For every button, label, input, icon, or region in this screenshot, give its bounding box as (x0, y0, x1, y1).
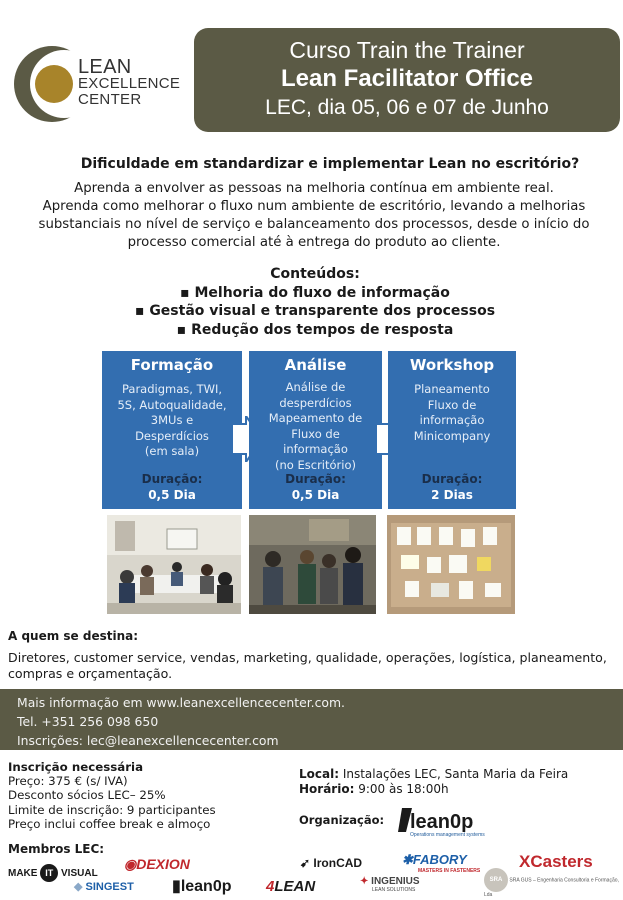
registration-line: Desconto sócios LEC– 25% (8, 788, 166, 803)
time-label: Horário: (299, 781, 355, 796)
ingenius-wordmark: INGENIUS (371, 876, 420, 887)
location-info (299, 767, 568, 796)
makeit-badge: IT (40, 864, 58, 882)
registration-line: Limite de inscrição: 9 participantes (8, 802, 216, 817)
registration-line: Preço inclui coffee break e almoço (8, 816, 211, 831)
phase-line: Fluxo de (291, 426, 340, 441)
phase-description (388, 382, 516, 444)
phase-line: Análise de (285, 380, 346, 394)
phase-title: Workshop (409, 356, 495, 374)
duration-label: Duração: (421, 472, 483, 486)
dexion-mark-icon: ◉ (124, 856, 137, 872)
ingenius-tagline: LEAN SOLUTIONS (372, 887, 416, 893)
4lean-logo (266, 878, 315, 895)
singest-wordmark: SINGEST (85, 881, 134, 893)
intro-line: Aprenda como melhorar o fluxo num ambiente de escritório, levando a melhorias (42, 199, 586, 214)
course-dates: LEC, dia 05, 06 e 07 de Junho (265, 96, 549, 119)
duration-value: 0,5 Dia (148, 488, 196, 502)
duration-value: 0,5 Dia (291, 488, 340, 502)
phase-line: Minicompany (413, 428, 491, 443)
contents-item: ▪ Redução dos tempos de resposta (176, 321, 454, 338)
audience-heading: A quem se destina: (8, 629, 139, 643)
leanop-tagline: Operations management systems (410, 832, 485, 838)
intro-line: substanciais no nível de serviço e balanceamento dos processos, desde o início do (38, 217, 590, 232)
phase-line: Planeamento (414, 382, 490, 396)
xcasters-mark-icon: X (519, 852, 531, 871)
duration-label: Duração: (285, 472, 346, 486)
leanop-wordmark: lean0p (410, 811, 474, 833)
phase-formacao-panel (102, 351, 242, 509)
classroom-photo (107, 515, 241, 614)
fabory-wordmark: FABORY (412, 852, 467, 867)
ingenius-mark-icon: ✦ (360, 876, 369, 887)
phase-line: informação (419, 413, 485, 427)
phase-line: informação (283, 442, 348, 456)
phase-duration (249, 471, 382, 503)
title-banner (194, 28, 620, 132)
duration-value: 2 Dias (431, 488, 473, 502)
phase-line: 5S, Autoqualidade, (117, 397, 227, 412)
phone-number[interactable]: Tel. +351 256 098 650 (17, 714, 159, 729)
intro-text (8, 180, 620, 252)
phase-line: (em sala) (144, 444, 200, 458)
logo-wordmark (78, 58, 180, 108)
dexion-wordmark: DEXION (136, 856, 190, 872)
duration-label: Duração: (141, 472, 203, 486)
course-subtitle: Lean Facilitator Office (280, 65, 534, 92)
fabory-mark-icon: ✱ (402, 852, 413, 867)
workshop-board-photo (387, 515, 515, 614)
email-link[interactable]: Inscrições: lec@leanexcellencecenter.com (17, 733, 279, 748)
phase-analise-panel (249, 351, 382, 509)
phase-duration (102, 471, 242, 503)
phase-line: Mapeamento de (268, 411, 363, 425)
leanop-organizer-logo (398, 804, 486, 838)
registration-info (8, 760, 216, 831)
location-value: Instalações LEC, Santa Maria da Feira (339, 767, 569, 781)
contents-list (100, 265, 530, 339)
phase-description (102, 382, 242, 460)
phase-duration (388, 471, 516, 503)
audience-line: compras e orçamentação. (8, 666, 173, 681)
4lean-wordmark: LEAN (274, 878, 316, 895)
registration-line: Preço: 375 € (s/ IVA) (8, 774, 128, 789)
headline-question: Dificuldade em standardizar e implementar Lean no escritório? (80, 156, 580, 172)
leanop-mark-icon: ▮ (172, 878, 181, 895)
leanop-member-logo (172, 876, 232, 896)
contents-item: ▪ Gestão visual e transparente dos processos (134, 303, 496, 319)
phase-description (249, 380, 382, 473)
phase-title: Análise (284, 356, 347, 374)
fabory-logo (402, 852, 480, 874)
ingenius-logo (360, 876, 420, 893)
phase-line: Desperdícios (135, 428, 209, 443)
ironcad-wordmark: IronCAD (313, 856, 363, 870)
organization-label: Organização: (299, 813, 385, 827)
phase-line: Fluxo de (427, 397, 477, 412)
contact-bar (0, 689, 623, 750)
leanop-member-wordmark: lean0p (180, 878, 232, 895)
sragus-wordmark: SRA GUS – Engenharia Consultoria e Formação, Lda (484, 877, 619, 898)
location-label: Local: (299, 767, 340, 781)
members-heading: Membros LEC: (8, 842, 105, 856)
intro-line: processo comercial até à entrega do produto ao cliente. (127, 235, 501, 250)
singest-logo (74, 880, 134, 893)
singest-mark-icon: ◆ (74, 881, 83, 893)
xcasters-wordmark: Casters (530, 852, 593, 871)
audience-line: Diretores, customer service, vendas, marketing, qualidade, operações, logística, planeamento, (8, 650, 607, 665)
website-link[interactable]: Mais informação em www.leanexcellencecenter.com. (17, 695, 345, 710)
phase-workshop-panel (388, 351, 516, 509)
phase-line: (no Escritório) (275, 457, 356, 472)
sragus-mark-icon: SRA (484, 868, 508, 892)
dexion-logo (124, 856, 190, 873)
registration-heading: Inscrição necessária (8, 760, 144, 774)
phase-line: desperdícios (279, 395, 352, 410)
office-analysis-photo (249, 515, 376, 614)
ironcad-logo (300, 856, 362, 870)
logo-line-lean: LEAN (78, 56, 132, 78)
logo-line-excellence: EXCELLENCE (78, 75, 181, 92)
course-title: Curso Train the Trainer (289, 37, 525, 63)
phase-title: Formação (130, 356, 214, 374)
4lean-mark-icon: 4 (266, 878, 275, 895)
phase-line: Paradigmas, TWI, (121, 382, 223, 396)
makeit-word: MAKE (8, 868, 38, 879)
makeit-word: VISUAL (61, 868, 98, 879)
intro-line: Aprenda a envolver as pessoas na melhoria contínua em ambiente real. (74, 181, 554, 196)
logo-line-center: CENTER (78, 91, 142, 108)
contents-item: ▪ Melhoria do fluxo de informação (180, 284, 450, 301)
ironcad-mark-icon: ➹ (300, 856, 311, 870)
audience-text (8, 650, 618, 682)
contents-title: Conteúdos: (270, 266, 360, 282)
phase-line: 3MUs e (150, 413, 194, 427)
fabory-tagline: MASTERS IN FASTENERS (418, 868, 481, 874)
time-value: 9:00 às 18:00h (354, 781, 449, 796)
sragus-logo (484, 868, 620, 898)
